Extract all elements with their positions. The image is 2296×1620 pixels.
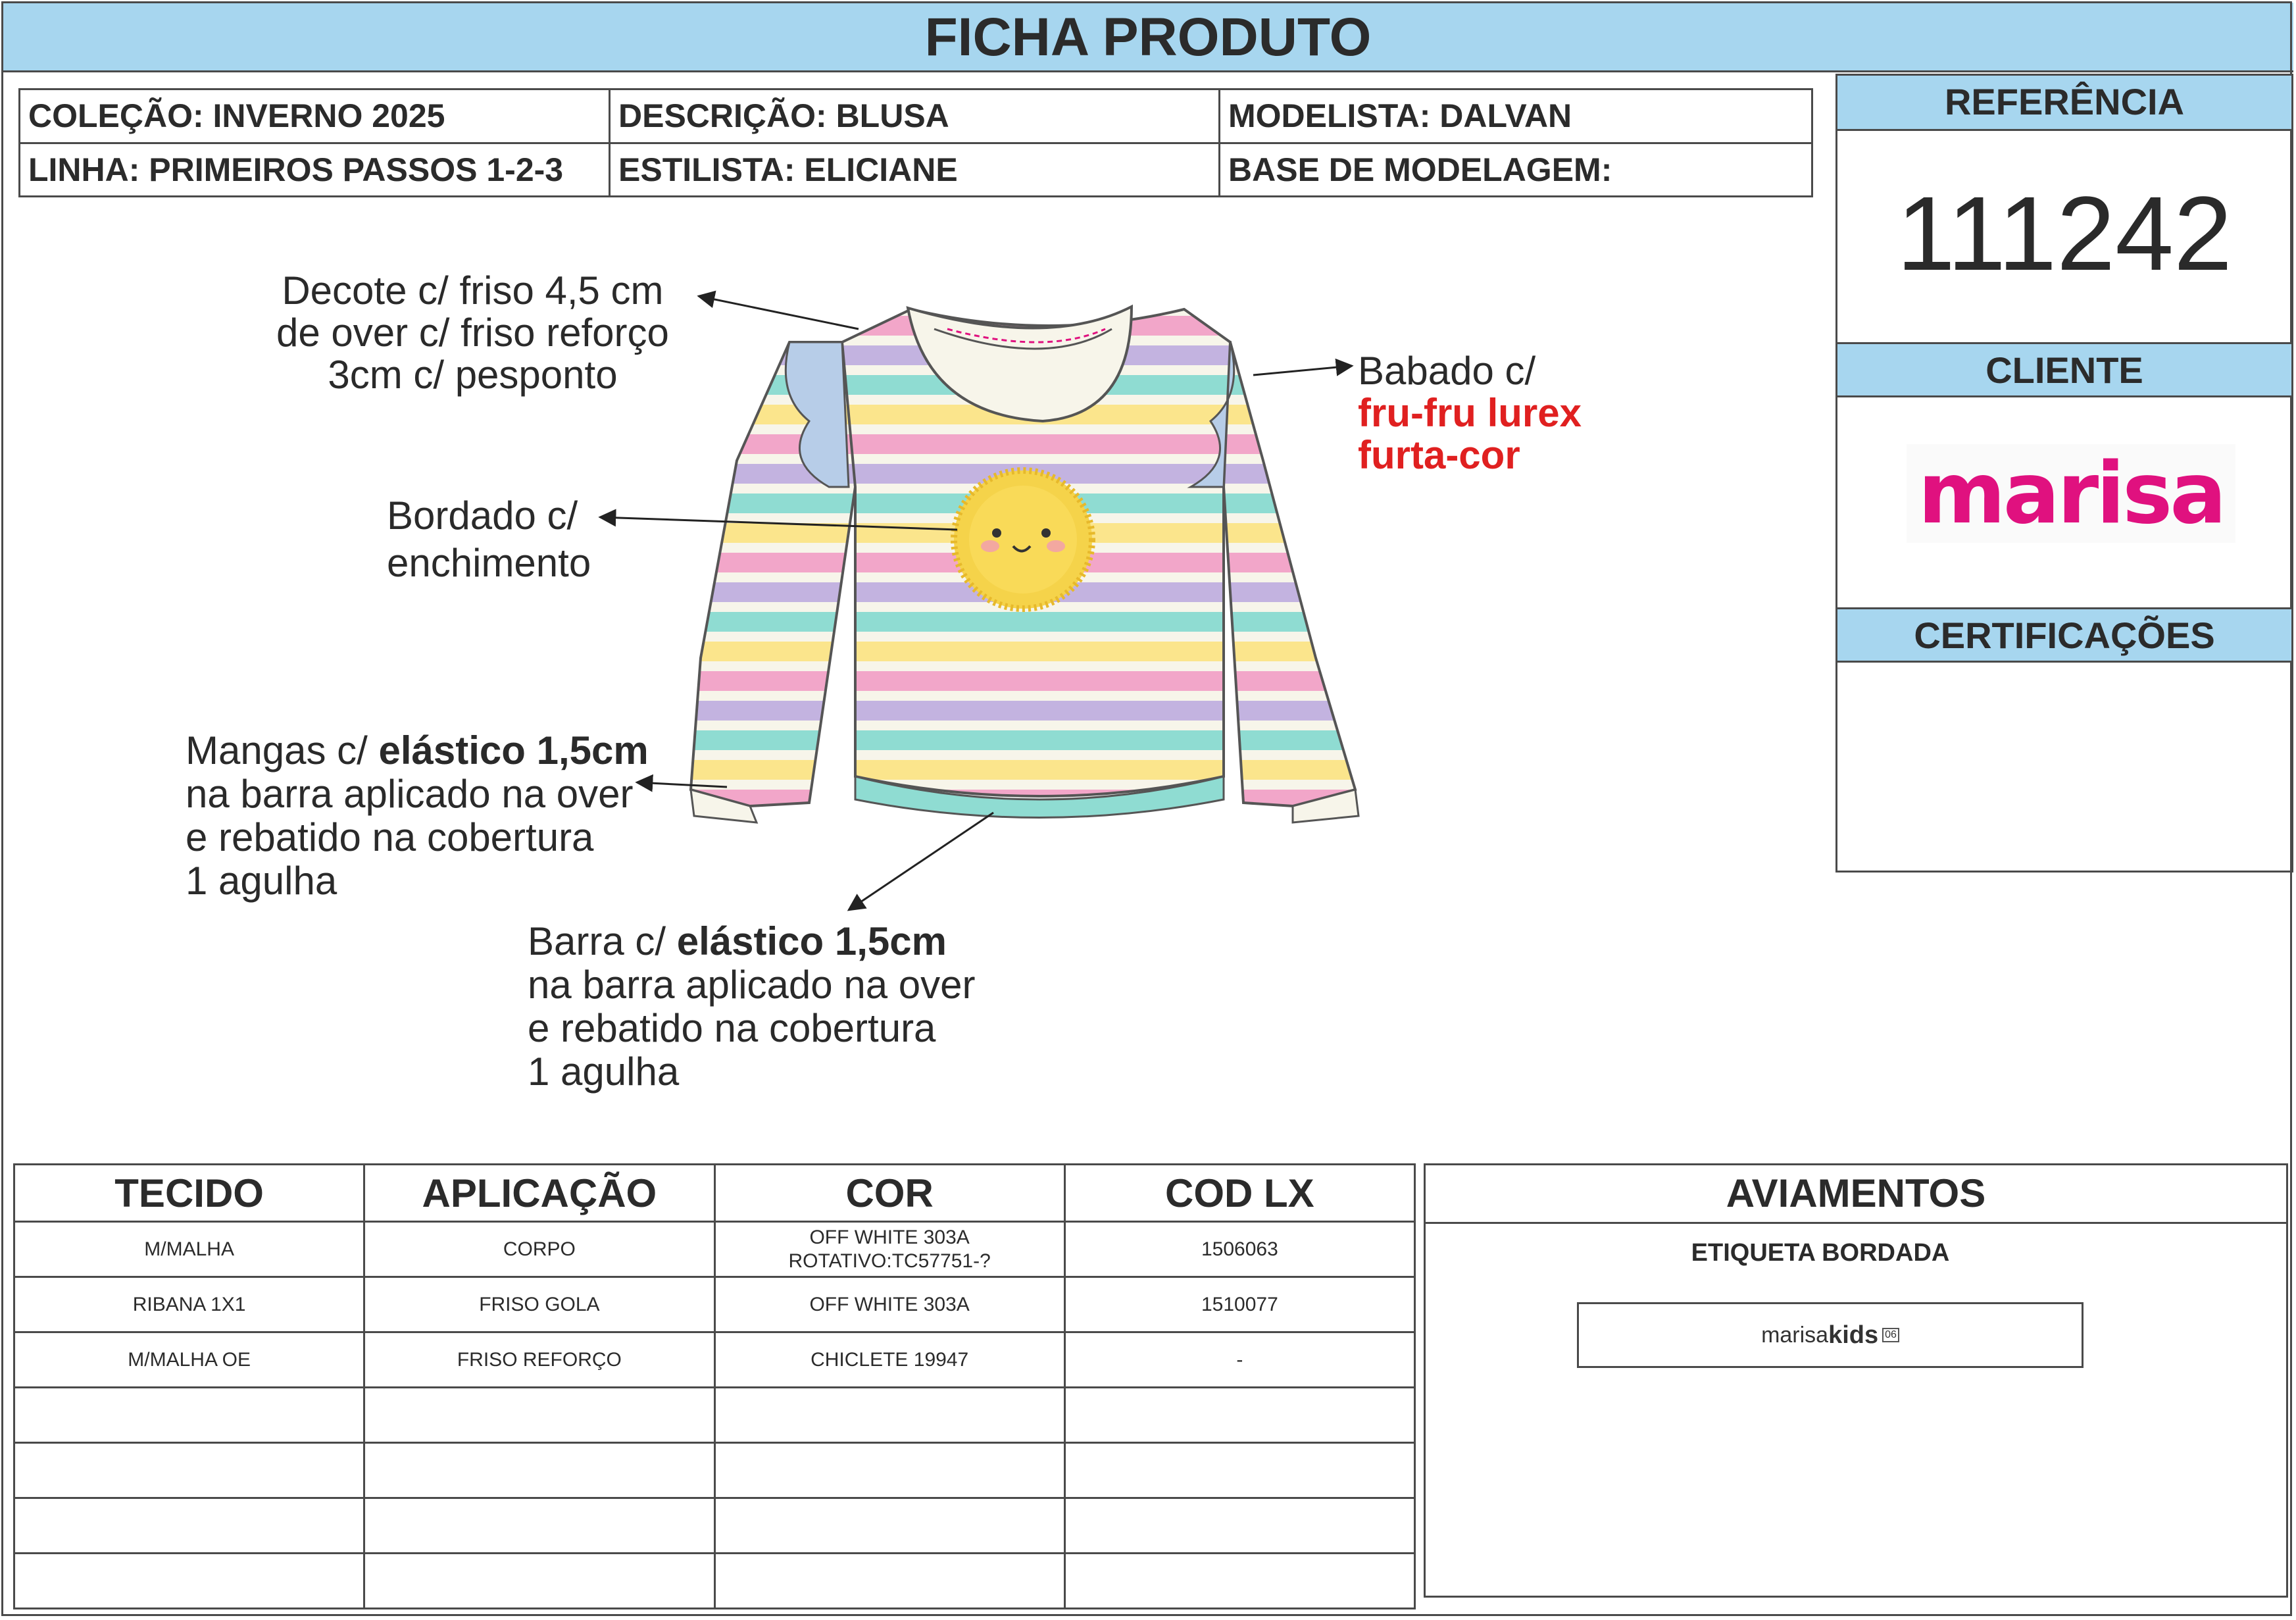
client-logo-text: marisa xyxy=(1918,444,2224,543)
label-illustration xyxy=(1577,1302,2084,1368)
callout-mangas-prefix: Mangas c/ xyxy=(186,728,379,772)
callout-barra-line3: e rebatido na cobertura xyxy=(528,1006,936,1050)
cell xyxy=(14,1554,364,1609)
estilista-field: ESTILISTA: ELICIANE xyxy=(610,143,1220,197)
callout-babado xyxy=(1358,350,1582,476)
label-brand-text: marisa xyxy=(1761,1322,1829,1348)
cell: 1510077 xyxy=(1064,1277,1414,1332)
cell xyxy=(714,1498,1064,1554)
cell xyxy=(1064,1388,1414,1443)
table-row xyxy=(14,1554,1415,1609)
callout-decote xyxy=(276,270,669,396)
callout-decote-line1: Decote c/ friso 4,5 cm xyxy=(282,268,664,313)
callout-babado-line1: Babado c/ xyxy=(1358,349,1536,393)
cell-cor-line1: OFF WHITE 303A xyxy=(809,1226,970,1248)
label-kids-text: kids xyxy=(1828,1321,1879,1349)
linha-field: LINHA: PRIMEIROS PASSOS 1-2-3 xyxy=(20,143,610,197)
callout-barra-line4: 1 agulha xyxy=(528,1050,680,1094)
callout-mangas-line4: 1 agulha xyxy=(186,859,337,903)
cell xyxy=(364,1554,714,1609)
callout-mangas-line3: e rebatido na cobertura xyxy=(186,815,594,859)
materials-table xyxy=(13,1163,1416,1609)
cell xyxy=(1064,1498,1414,1554)
cell xyxy=(364,1443,714,1498)
cell-cor-line2: ROTATIVO:TC57751-? xyxy=(788,1250,991,1272)
colecao-field: COLEÇÃO: INVERNO 2025 xyxy=(20,89,610,143)
base-modelagem-field: BASE DE MODELAGEM: xyxy=(1220,143,1812,197)
callout-mangas-line2: na barra aplicado na over xyxy=(186,772,634,816)
callout-barra-prefix: Barra c/ xyxy=(528,919,677,963)
cell: - xyxy=(1064,1332,1414,1388)
cell xyxy=(1064,1554,1414,1609)
cell: CORPO xyxy=(364,1222,714,1277)
table-row xyxy=(14,1222,1415,1277)
cell xyxy=(14,1388,364,1443)
callout-barra xyxy=(528,920,975,1094)
cell xyxy=(714,1554,1064,1609)
cell xyxy=(714,1443,1064,1498)
callout-babado-line2: fru-fru lurex xyxy=(1358,391,1582,435)
cell: RIBANA 1X1 xyxy=(14,1277,364,1332)
table-row xyxy=(14,1443,1415,1498)
col-header-cor: COR xyxy=(714,1165,1064,1222)
callout-decote-line3: 3cm c/ pesponto xyxy=(328,353,618,397)
callout-bordado-line1: Bordado c/ xyxy=(387,494,578,538)
cell: M/MALHA xyxy=(14,1222,364,1277)
aviamentos-item: ETIQUETA BORDADA xyxy=(1691,1239,1950,1267)
cell xyxy=(364,1498,714,1554)
callout-bordado-line2: enchimento xyxy=(387,541,591,585)
modelista-field: MODELISTA: DALVAN xyxy=(1220,89,1812,143)
col-header-tecido: TECIDO xyxy=(14,1165,364,1222)
col-header-codlx: COD LX xyxy=(1064,1165,1414,1222)
table-row xyxy=(14,1498,1415,1554)
callout-barra-line2: na barra aplicado na over xyxy=(528,963,976,1007)
page-title: FICHA PRODUTO xyxy=(3,3,2293,72)
cell: FRISO GOLA xyxy=(364,1277,714,1332)
callout-bordado xyxy=(387,492,591,587)
cell: CHICLETE 19947 xyxy=(714,1332,1064,1388)
cell: OFF WHITE 303A xyxy=(714,1277,1064,1332)
cell xyxy=(364,1388,714,1443)
referencia-header: REFERÊNCIA xyxy=(1837,76,2291,131)
aviamentos-title: AVIAMENTOS xyxy=(1426,1165,2286,1224)
table-row xyxy=(14,1277,1415,1332)
cell: FRISO REFORÇO xyxy=(364,1332,714,1388)
col-header-aplicacao: APLICAÇÃO xyxy=(364,1165,714,1222)
cell: 1506063 xyxy=(1064,1222,1414,1277)
cell xyxy=(14,1443,364,1498)
cell xyxy=(14,1498,364,1554)
label-size-text: 06 xyxy=(1882,1328,1899,1342)
callout-babado-line3: furta-cor xyxy=(1358,433,1520,477)
descricao-field: DESCRIÇÃO: BLUSA xyxy=(610,89,1220,143)
callout-mangas xyxy=(186,729,649,903)
certificacoes-header: CERTIFICAÇÕES xyxy=(1837,607,2291,663)
referencia-number: 111242 xyxy=(1896,174,2233,292)
callout-barra-bold: elástico 1,5cm xyxy=(676,919,947,963)
cell xyxy=(1064,1443,1414,1498)
table-row xyxy=(14,1388,1415,1443)
cell: M/MALHA OE xyxy=(14,1332,364,1388)
callout-mangas-bold: elástico 1,5cm xyxy=(378,728,649,772)
aviamentos-panel xyxy=(1424,1163,2288,1598)
cell xyxy=(714,1388,1064,1443)
table-row xyxy=(14,1332,1415,1388)
callout-decote-line2: de over c/ friso reforço xyxy=(276,311,669,355)
cliente-header: CLIENTE xyxy=(1837,342,2291,397)
cell-cor xyxy=(714,1222,1064,1277)
